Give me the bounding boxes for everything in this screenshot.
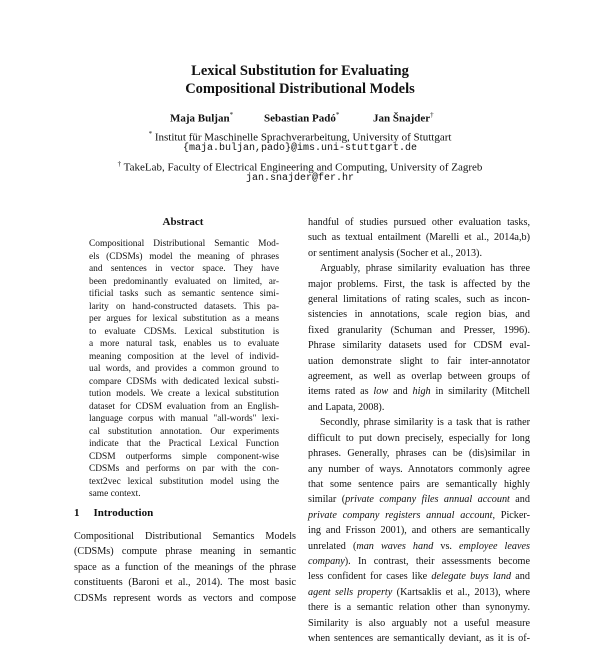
abstract-line: compare CDSMs with dedicated lexical substi- bbox=[89, 376, 279, 387]
right-column-body bbox=[308, 215, 530, 646]
body-line: sistencies in annotations, scale region bias, and bbox=[308, 309, 530, 321]
abstract-line: and sentences in vector space. They have bbox=[89, 264, 279, 274]
abstract-line: text2vec lexical substitution model using the bbox=[89, 476, 279, 487]
body-line: private company registers annual account, Picker- bbox=[308, 509, 530, 521]
body-line: Similarity is also arguably not a useful measure bbox=[308, 617, 530, 629]
abstract-line: Compositional Distributional Semantic Mod- bbox=[89, 239, 279, 249]
body-line: there is a semantic relation other than synonymy. bbox=[308, 602, 530, 614]
abstract-line: dataset for CDSM evaluation from an English- bbox=[89, 401, 279, 412]
body-line: when sentences are semantically deviant, as it is of- bbox=[308, 632, 530, 644]
body-line: difficult to put down precisely, especially for long bbox=[308, 432, 530, 444]
body-line: Secondly, phrase similarity is a task that is rather bbox=[320, 417, 530, 429]
body-line: phrases. Generally, phrases can be (dis)similar in bbox=[308, 448, 530, 460]
abstract-line: same context. bbox=[89, 489, 141, 499]
body-line: any number of ways. Annotators commonly agree bbox=[308, 463, 530, 475]
paper-title-line-2: Compositional Distributional Models bbox=[185, 81, 415, 97]
author-2: Sebastian Padó* bbox=[264, 111, 340, 125]
body-line: agent sells property (Kartsaklis et al., 2013), where bbox=[308, 586, 530, 598]
body-line: similar (private company files annual account and bbox=[308, 494, 530, 506]
abstract-line: larity on hand-constructed datasets. This pa- bbox=[89, 301, 279, 312]
abstract-body bbox=[89, 238, 279, 501]
abstract-line: to evaluate CDSMs. Lexical substitution is bbox=[89, 326, 279, 337]
body-line: CDSMs represent words as vectors and compose bbox=[74, 592, 296, 604]
section-heading-introduction: 1 Introduction bbox=[74, 507, 154, 519]
author-1: Maja Buljan* bbox=[170, 111, 234, 125]
body-line: uation demonstrate slight to fair inter-annotator bbox=[308, 355, 530, 367]
abstract-line: CDSMs and performs on par with the con- bbox=[89, 464, 279, 474]
body-line: that some sentence pairs are semantically highly bbox=[308, 478, 530, 490]
abstract-line: tution models. We create a lexical substitution bbox=[89, 389, 279, 399]
body-line: major problems. First, the task is affected by the bbox=[308, 278, 530, 290]
abstract-line: been predominantly evaluated on limited, ar- bbox=[89, 276, 279, 287]
body-line: Phrase similarity datasets used for CDSM eval- bbox=[308, 340, 530, 352]
body-line: agreement, as well as overlap between groups of bbox=[308, 371, 530, 383]
abstract-line: a more natural task, enables us to evaluate bbox=[89, 339, 279, 349]
body-line: unrelated (man waves hand vs. employee leaves bbox=[308, 540, 531, 552]
paper-title-line-1: Lexical Substitution for Evaluating bbox=[191, 63, 409, 79]
abstract-line: els (CDSMs) model the meaning of phrases bbox=[89, 251, 279, 262]
abstract-line: ual words, and provides a common ground to bbox=[89, 364, 279, 374]
abstract-line: cal substitution annotation. Our experiments bbox=[89, 426, 279, 437]
introduction-body bbox=[74, 529, 296, 606]
affiliation-2: † TakeLab, Faculty of Electrical Engineering and Computing, University of Zagreb bbox=[117, 160, 483, 174]
body-line: general limitations of rating scales, such as incon- bbox=[308, 294, 530, 306]
body-line: space as a function of the meanings of the phrase bbox=[74, 561, 296, 573]
abstract-line: tificial tasks such as semantic sentence simi- bbox=[89, 289, 279, 299]
abstract-line: meaning composition at the level of individ- bbox=[89, 351, 279, 362]
body-line: and Lapata, 2008). bbox=[308, 401, 385, 413]
affiliation-2-email: jan.snajder@fer.hr bbox=[245, 173, 355, 184]
body-line: ing and Frisson 2001), and others are semantically bbox=[308, 525, 530, 537]
body-line: Arguably, phrase similarity evaluation has three bbox=[320, 263, 530, 275]
affiliation-1-email: {maja.buljan,pado}@ims.uni-stuttgart.de bbox=[182, 143, 418, 154]
body-line: such as textual entailment (Marelli et al., 2014a,b) bbox=[308, 232, 530, 244]
body-line: (CDSMs) compute phrase meaning in semantic bbox=[74, 546, 296, 558]
body-line: or sentiment analysis (Socher et al., 2013). bbox=[308, 247, 482, 259]
abstract-heading: Abstract bbox=[162, 216, 204, 228]
body-line: Compositional Distributional Semantics Models bbox=[74, 531, 296, 542]
abstract-line: language corpus with manual "all-words" lexi- bbox=[89, 414, 279, 424]
abstract-line: CDSM outperforms simple component-wise bbox=[89, 451, 279, 462]
body-line: items rated as low and high in similarity (Mitchell bbox=[308, 386, 531, 398]
affiliation-1: * Institut für Maschinelle Sprachverarbeitung, University of Stuttgart bbox=[148, 130, 452, 144]
abstract-line: per argues for lexical substitution as a means bbox=[89, 314, 279, 324]
body-line: constituents (Baroni et al., 2014). The most basic bbox=[74, 577, 296, 589]
abstract-line: indicate that the Practical Lexical Function bbox=[89, 439, 279, 449]
body-line: fixed granularity (Schuman and Presser, 1996). bbox=[308, 324, 530, 336]
body-line: less confident for cases like delegate buys land and bbox=[308, 571, 530, 583]
body-line: company). In contrast, their assessments become bbox=[308, 555, 530, 567]
author-3: Jan Šnajder† bbox=[373, 111, 434, 125]
body-line: handful of studies pursued other evaluation tasks, bbox=[308, 217, 530, 228]
